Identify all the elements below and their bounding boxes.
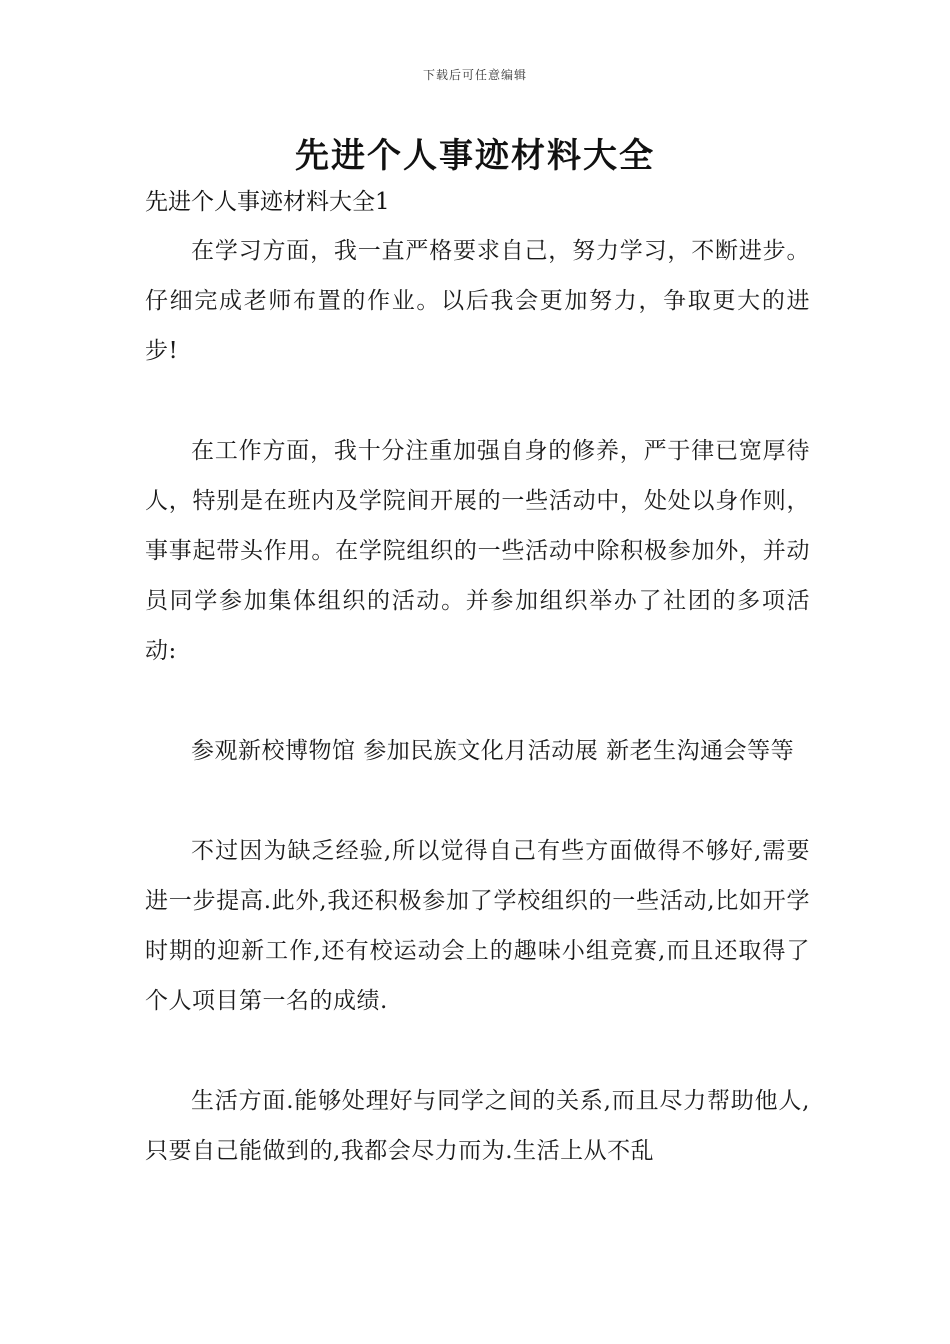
- paragraph-work: 在工作方面，我十分注重加强自身的修养，严于律已宽厚待人，特别是在班内及学院间开展的一些活动中，处处以身作则，事事起带头作用。在学院组织的一些活动中除积极参加外，并动员同学参加集体组织的活动。并参加组织举办了社团的多项活动:: [145, 438, 810, 664]
- paragraph-spacer: [145, 1026, 810, 1076]
- paragraph-spacer: [145, 776, 810, 826]
- section-heading: 先进个人事迹材料大全1: [145, 189, 390, 215]
- paragraph-activities: 参观新校博物馆 参加民族文化月活动展 新老生沟通会等等: [191, 738, 795, 764]
- paragraph-life: 生活方面.能够处理好与同学之间的关系,而且尽力帮助他人,只要自己能做到的,我都会尽力而为.生活上从不乱: [145, 1088, 810, 1164]
- document-title: 先进个人事迹材料大全: [295, 136, 655, 176]
- paragraph-study: 在学习方面，我一直严格要求自己，努力学习，不断进步。仔细完成老师布置的作业。以后我会更加努力，争取更大的进步!: [145, 238, 810, 364]
- paragraph-spacer: [145, 676, 810, 726]
- paragraph-spacer: [145, 376, 810, 426]
- paragraph-experience: 不过因为缺乏经验,所以觉得自己有些方面做得不够好,需要进一步提高.此外,我还积极参加了学校组织的一些活动,比如开学时期的迎新工作,还有校运动会上的趣味小组竞赛,而且还取得了个人项目第一名的成绩.: [145, 838, 810, 1014]
- document-body: [145, 226, 810, 1176]
- header-note: 下载后可任意编辑: [422, 68, 527, 82]
